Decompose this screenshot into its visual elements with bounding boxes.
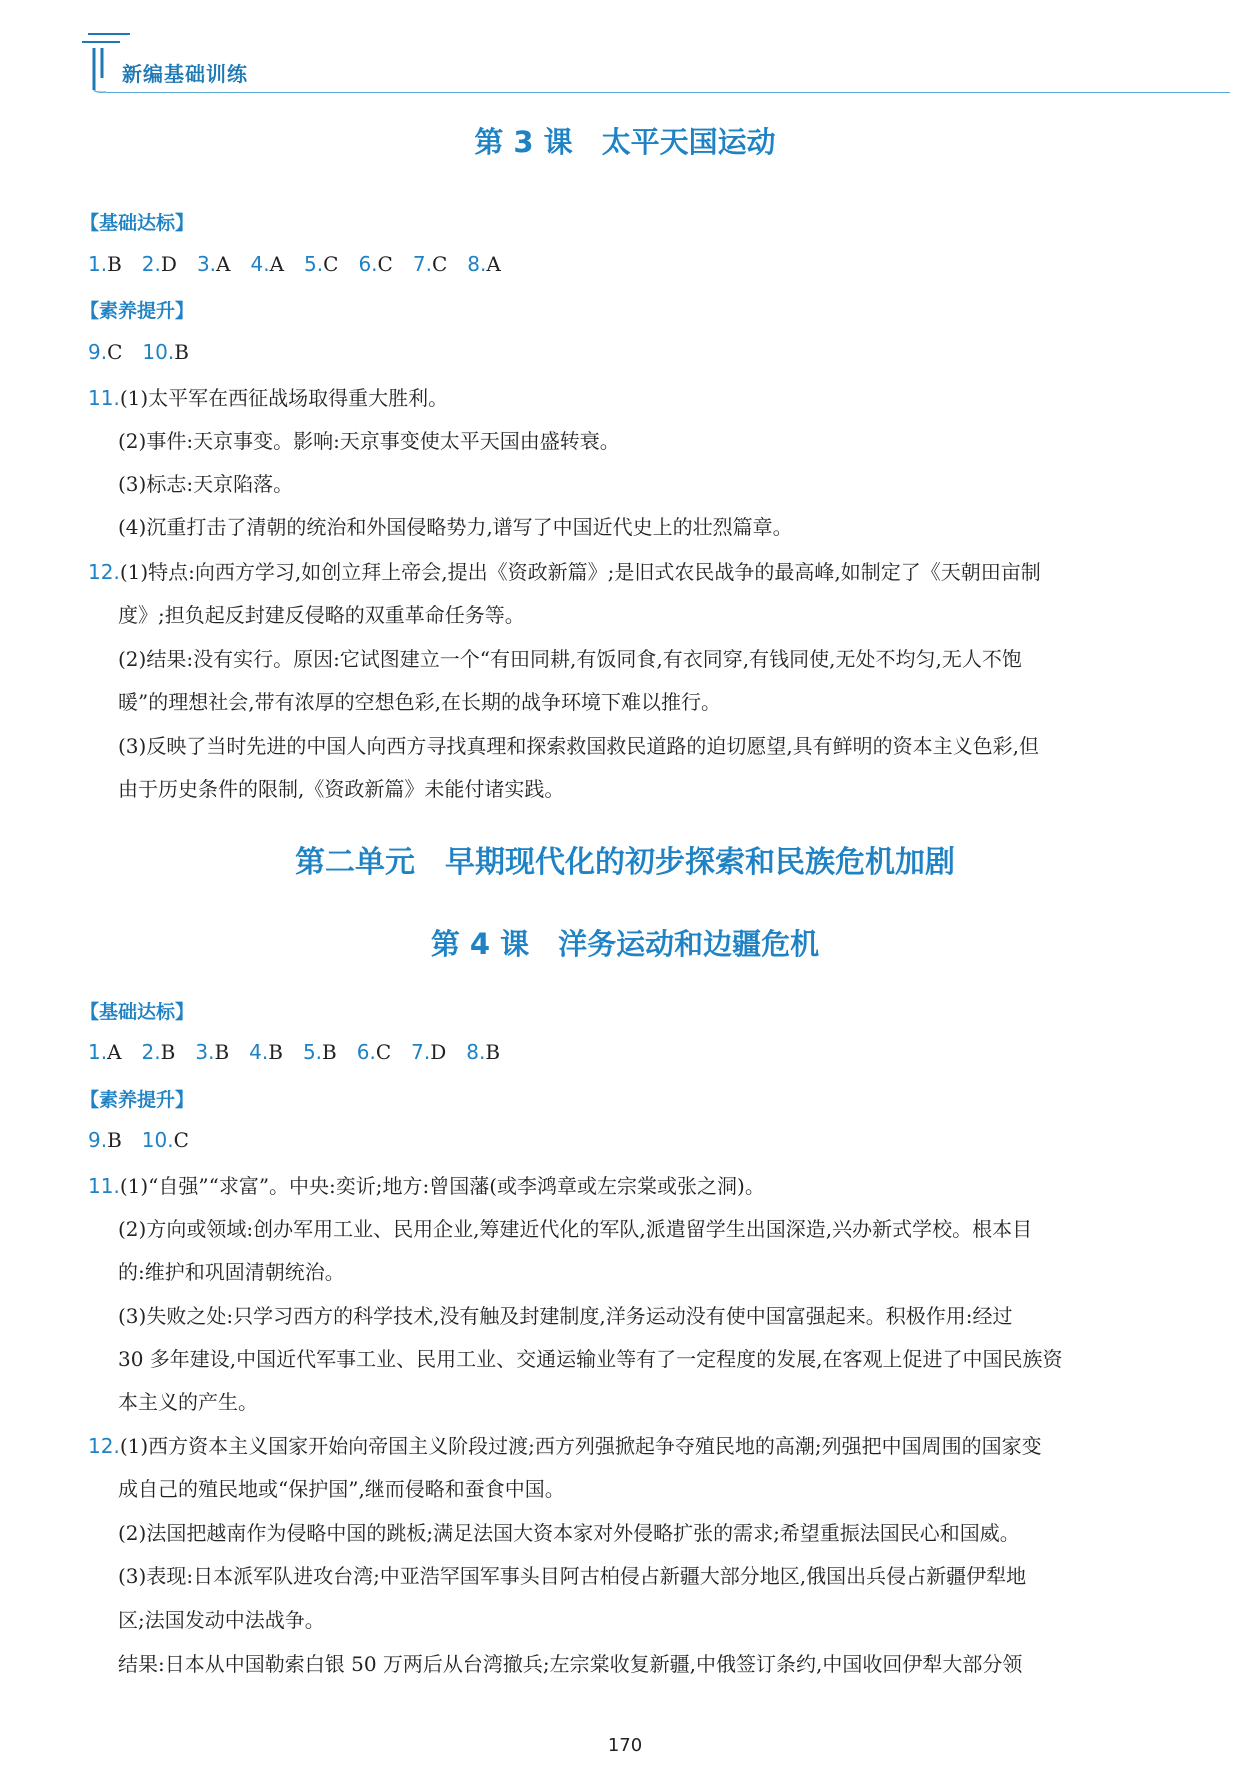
lesson-4-q12-line: (3)表现:日本派军队进攻台湾;中亚浩罕国军事头目阿古柏侵占新疆大部分地区,俄国出兵侵占新疆伊犁地 (118, 1564, 1027, 1588)
answer-text: (1)特点:向西方学习,如创立拜上帝会,提出《资政新篇》;是旧式农民战争的最高峰,如制定了《天朝田亩制 (119, 560, 1041, 584)
lesson-4-q11-line: 30 多年建设,中国近代军事工业、民用工业、交通运输业等有了一定程度的发展,在客观上促进了中国民族资 (118, 1347, 1063, 1371)
lesson-4-improve-tag: 【素养提升】 (80, 1089, 195, 1111)
answer-text: (1)西方资本主义国家开始向帝国主义阶段过渡;西方列强掀起争夺殖民地的高潮;列强把中国周围的国家变 (119, 1434, 1042, 1458)
page-number: 170 (607, 1735, 643, 1756)
answer-number: 6. (356, 1040, 376, 1064)
answer-number: 7. (411, 1040, 431, 1064)
answer-item (467, 252, 501, 276)
answer-item (88, 1128, 122, 1152)
answer-number: 8. (466, 1040, 486, 1064)
answer-text: (1)太平军在西征战场取得重大胜利。 (119, 386, 449, 410)
lesson-3-q12-line: (2)结果:没有实行。原因:它试图建立一个“有田同耕,有饭同食,有衣同穿,有钱同使,无处不均匀,无人不饱 (118, 647, 1022, 671)
answer-item (250, 252, 284, 276)
answer-choice: C (375, 1040, 392, 1064)
lesson-3-improve-tag: 【素养提升】 (80, 300, 195, 322)
answer-item (413, 252, 447, 276)
lesson-3-q12-line: (3)反映了当时先进的中国人向西方寻找真理和探索救国救民道路的迫切愿望,具有鲜明的资本主义色彩,但 (118, 734, 1040, 758)
answer-item (358, 252, 392, 276)
answer-number: 7. (412, 252, 432, 276)
lesson-4-basic-tag: 【基础达标】 (80, 1001, 195, 1023)
answer-number: 3. (195, 1040, 215, 1064)
answer-choice: C (107, 340, 123, 364)
answer-item (466, 1040, 500, 1064)
answer-item (88, 1040, 122, 1064)
answer-choice: B (107, 1128, 122, 1152)
answer-choice: C (431, 252, 448, 276)
answer-number: 6. (358, 252, 378, 276)
series-title: 新编基础训练 (122, 62, 248, 86)
answer-choice: A (269, 252, 285, 276)
lesson-4-basic-answers (88, 1040, 520, 1064)
lesson-3-q12-line: 由于历史条件的限制,《资政新篇》未能付诸实践。 (118, 777, 565, 801)
answer-text: (1)“自强”“求富”。中央:奕䜣;地方:曾国藩(或李鸿章或左宗棠或张之洞)。 (119, 1174, 765, 1198)
answer-number: 1. (88, 252, 108, 276)
answer-choice: B (214, 1040, 230, 1064)
lesson-4-q12-line: 结果:日本从中国勒索白银 50 万两后从台湾撤兵;左宗棠收复新疆,中俄签订条约,中国收回伊犁大部分领 (118, 1652, 1023, 1676)
answer-choice: C (173, 1128, 189, 1152)
lesson-4-q12-line (88, 1432, 1042, 1460)
answer-choice: C (323, 252, 339, 276)
answer-item (411, 1040, 446, 1064)
answer-number: 2. (141, 1040, 161, 1064)
answer-choice: B (322, 1040, 337, 1064)
answer-number: 4. (249, 1040, 269, 1064)
lesson-4-q11-line (88, 1172, 765, 1200)
answer-number: 2. (141, 252, 161, 276)
lesson-3-q11-line (88, 384, 448, 412)
answer-choice: B (268, 1040, 283, 1064)
answer-number: 10. (142, 340, 175, 364)
answer-item (142, 1040, 176, 1064)
lesson-3-q12-line: 度》;担负起反封建反侵略的双重革命任务等。 (118, 603, 525, 627)
answer-choice: A (216, 252, 231, 276)
unit-2-title: 第二单元 早期现代化的初步探索和民族危机加剧 (295, 845, 955, 880)
answer-number: 9. (88, 340, 108, 364)
page-header (80, 28, 1230, 98)
lesson-3-q11-line: (3)标志:天京陷落。 (118, 472, 294, 496)
lesson-4-q11-line: 本主义的产生。 (118, 1390, 258, 1414)
answer-item (142, 252, 177, 276)
lesson-3-q11-line: (4)沉重打击了清朝的统治和外国侵略势力,谱写了中国近代史上的壮烈篇章。 (118, 515, 793, 539)
lesson-4-title: 第 4 课 洋务运动和边疆危机 (430, 927, 820, 961)
answer-number: 5. (304, 252, 324, 276)
lesson-4-q11-line: (2)方向或领域:创办军用工业、民用企业,筹建近代化的军队,派遣留学生出国深造,兴办新式学校。根本目 (118, 1217, 1033, 1241)
answer-choice: B (107, 252, 122, 276)
question-number: 11. (88, 386, 120, 410)
answer-number: 3. (196, 252, 217, 276)
lesson-3-q12-line (88, 558, 1041, 586)
answer-item (195, 1040, 229, 1064)
lesson-4-q12-line: (2)法国把越南作为侵略中国的跳板;满足法国大资本家对外侵略扩张的需求;希望重振法国民心和国威。 (118, 1521, 1020, 1545)
answer-item (357, 1040, 391, 1064)
answer-item (88, 340, 122, 364)
answer-item (249, 1040, 283, 1064)
answer-item (304, 252, 338, 276)
answer-choice: A (486, 252, 501, 276)
answer-choice: B (485, 1040, 501, 1064)
question-number: 12. (88, 1434, 120, 1458)
answer-choice: B (160, 1040, 176, 1064)
lesson-3-basic-answers (88, 252, 521, 276)
answer-number: 8. (467, 252, 487, 276)
answer-number: 4. (250, 252, 270, 276)
answer-item (142, 340, 189, 364)
lesson-3-basic-tag: 【基础达标】 (80, 212, 195, 234)
question-number: 12. (88, 560, 120, 584)
answer-choice: A (107, 1040, 122, 1064)
answer-number: 5. (302, 1040, 323, 1064)
answer-choice: D (160, 252, 177, 276)
answer-number: 1. (88, 1040, 108, 1064)
lesson-3-improve-answers (88, 340, 209, 364)
lesson-4-q11-line: 的:维护和巩固清朝统治。 (118, 1260, 345, 1284)
answer-choice: D (430, 1040, 447, 1064)
answer-choice: C (377, 252, 393, 276)
lesson-4-improve-answers (88, 1128, 209, 1152)
answer-item (303, 1040, 337, 1064)
lesson-4-q12-line: 区;法国发动中法战争。 (118, 1608, 325, 1632)
answer-number: 9. (88, 1128, 108, 1152)
answer-number: 10. (141, 1128, 174, 1152)
lesson-4-q11-line: (3)失败之处:只学习西方的科学技术,没有触及封建制度,洋务运动没有使中国富强起来。积极作用:经过 (118, 1304, 1013, 1328)
answer-item (197, 252, 231, 276)
answer-item (88, 252, 122, 276)
lesson-4-q12-line: 成自己的殖民地或“保护国”,继而侵略和蚕食中国。 (118, 1477, 565, 1501)
answer-choice: B (174, 340, 189, 364)
lesson-3-title: 第 3 课 太平天国运动 (474, 125, 776, 159)
answer-item (142, 1128, 189, 1152)
lesson-3-q12-line: 暖”的理想社会,带有浓厚的空想色彩,在长期的战争环境下难以推行。 (118, 690, 721, 714)
question-number: 11. (88, 1174, 120, 1198)
lesson-3-q11-line: (2)事件:天京事变。影响:天京事变使太平天国由盛转衰。 (118, 429, 620, 453)
header-divider (106, 92, 1230, 93)
